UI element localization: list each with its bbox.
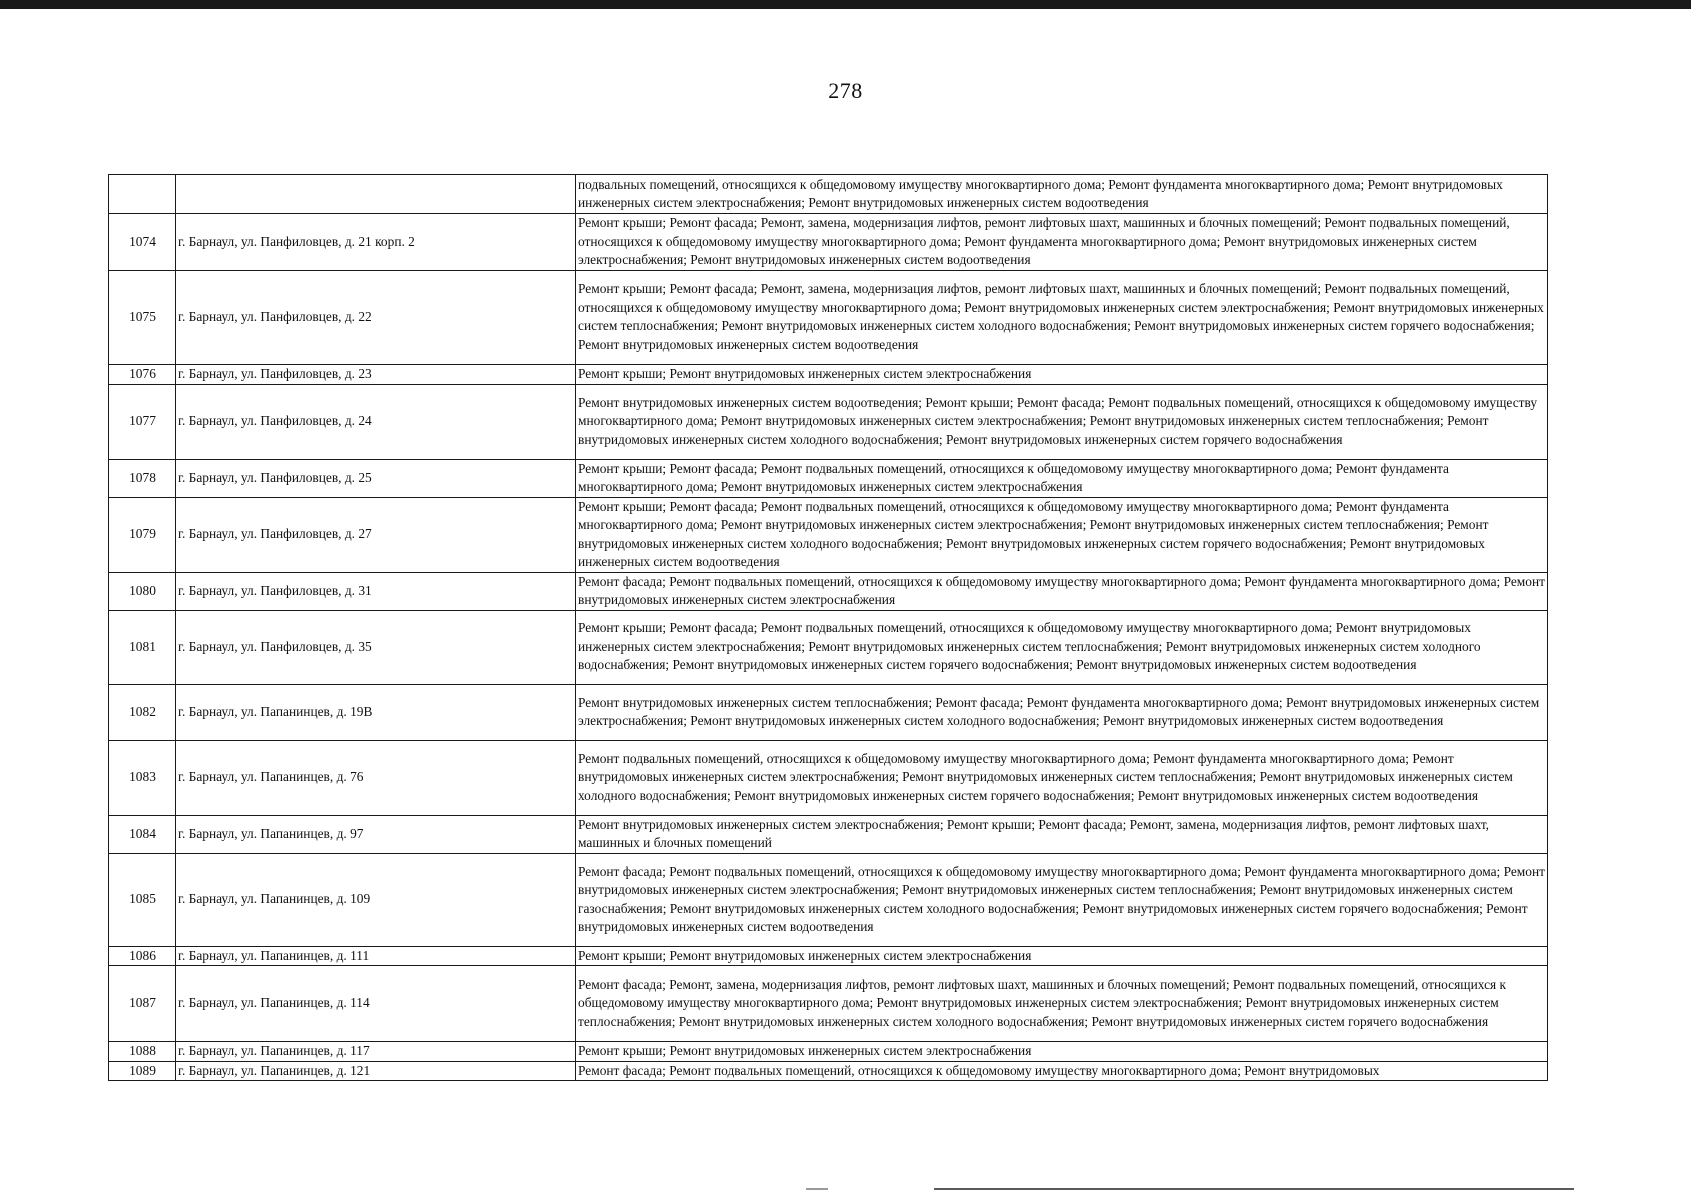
address-cell: г. Барнаул, ул. Панфиловцев, д. 24	[176, 384, 576, 459]
address-cell: г. Барнаул, ул. Панфиловцев, д. 23	[176, 364, 576, 384]
address-cell: г. Барнаул, ул. Папанинцев, д. 121	[176, 1061, 576, 1081]
repair-works-cell: Ремонт внутридомовых инженерных систем водоотведения; Ремонт крыши; Ремонт фасада; Ремонт подвальных помещений, относящихся к общедомовому имуществу многоквартирного дома; Ремонт внутридомовых инженерных систем электроснабжения; Ремонт внутридомовых инженерных систем теплоснабжения; Ремонт внутридомовых инженерных систем холодного водоснабжения; Ремонт внутридомовых инженерных систем горячего водоснабжения	[576, 384, 1548, 459]
table-row	[109, 740, 1548, 815]
table-row	[109, 1042, 1548, 1062]
address-cell	[176, 175, 576, 214]
repair-works-cell: Ремонт фасада; Ремонт подвальных помещений, относящихся к общедомовому имуществу многоквартирного дома; Ремонт внутридомовых	[576, 1061, 1548, 1081]
address-cell: г. Барнаул, ул. Папанинцев, д. 111	[176, 946, 576, 966]
repair-works-cell: Ремонт внутридомовых инженерных систем электроснабжения; Ремонт крыши; Ремонт фасада; Ремонт, замена, модернизация лифтов, ремонт лифтовых шахт, машинных и блочных помещений	[576, 815, 1548, 853]
row-number-cell: 1075	[109, 270, 176, 364]
repair-works-cell: Ремонт фасада; Ремонт, замена, модернизация лифтов, ремонт лифтовых шахт, машинных и блочных помещений; Ремонт подвальных помещений, относящихся к общедомовому имуществу многоквартирного дома; Ремонт внутридомовых инженерных систем электроснабжения; Ремонт внутридомовых инженерных систем теплоснабжения; Ремонт внутридомовых инженерных систем холодного водоснабжения; Ремонт внутридомовых инженерных систем горячего водоснабжения	[576, 966, 1548, 1042]
repair-works-cell: Ремонт крыши; Ремонт внутридомовых инженерных систем электроснабжения	[576, 364, 1548, 384]
table-row	[109, 966, 1548, 1042]
repair-works-cell: Ремонт фасада; Ремонт подвальных помещений, относящихся к общедомовому имуществу многоквартирного дома; Ремонт фундамента многоквартирного дома; Ремонт внутридомовых инженерных систем электроснабжения; Ремонт внутридомовых инженерных систем теплоснабжения; Ремонт внутридомовых инженерных систем газоснабжения; Ремонт внутридомовых инженерных систем холодного водоснабжения; Ремонт внутридомовых инженерных систем горячего водоснабжения; Ремонт внутридомовых инженерных систем водоотведения	[576, 853, 1548, 946]
row-number-cell: 1078	[109, 459, 176, 497]
address-cell: г. Барнаул, ул. Панфиловцев, д. 25	[176, 459, 576, 497]
repair-works-cell: Ремонт крыши; Ремонт фасада; Ремонт, замена, модернизация лифтов, ремонт лифтовых шахт, машинных и блочных помещений; Ремонт подвальных помещений, относящихся к общедомовому имуществу многоквартирного дома; Ремонт фундамента многоквартирного дома; Ремонт внутридомовых инженерных систем электроснабжения; Ремонт внутридомовых инженерных систем водоотведения	[576, 214, 1548, 271]
row-number-cell: 1077	[109, 384, 176, 459]
address-cell: г. Барнаул, ул. Панфиловцев, д. 22	[176, 270, 576, 364]
repair-works-cell: Ремонт фасада; Ремонт подвальных помещений, относящихся к общедомовому имуществу многоквартирного дома; Ремонт фундамента многоквартирного дома; Ремонт внутридомовых инженерных систем электроснабжения	[576, 572, 1548, 610]
row-number-cell: 1081	[109, 610, 176, 684]
address-cell: г. Барнаул, ул. Папанинцев, д. 109	[176, 853, 576, 946]
address-cell: г. Барнаул, ул. Панфиловцев, д. 31	[176, 572, 576, 610]
scan-bottom-marks	[0, 1188, 1691, 1194]
address-cell: г. Барнаул, ул. Папанинцев, д. 117	[176, 1042, 576, 1062]
row-number-cell: 1080	[109, 572, 176, 610]
repair-works-cell: Ремонт подвальных помещений, относящихся к общедомовому имуществу многоквартирного дома; Ремонт фундамента многоквартирного дома; Ремонт внутридомовых инженерных систем электроснабжения; Ремонт внутридомовых инженерных систем теплоснабжения; Ремонт внутридомовых инженерных систем холодного водоснабжения; Ремонт внутридомовых инженерных систем горячего водоснабжения; Ремонт внутридомовых инженерных систем водоотведения	[576, 740, 1548, 815]
scan-artifact	[934, 1188, 1574, 1190]
table-row	[109, 497, 1548, 572]
repair-works-cell: Ремонт крыши; Ремонт фасада; Ремонт подвальных помещений, относящихся к общедомовому имуществу многоквартирного дома; Ремонт фундамента многоквартирного дома; Ремонт внутридомовых инженерных систем электроснабжения; Ремонт внутридомовых инженерных систем теплоснабжения; Ремонт внутридомовых инженерных систем холодного водоснабжения; Ремонт внутридомовых инженерных систем горячего водоснабжения; Ремонт внутридомовых инженерных систем водоотведения	[576, 497, 1548, 572]
row-number-cell: 1087	[109, 966, 176, 1042]
scan-artifact	[806, 1188, 828, 1190]
row-number-cell: 1079	[109, 497, 176, 572]
page-number: 278	[828, 78, 863, 103]
top-scan-border	[0, 0, 1691, 9]
address-cell: г. Барнаул, ул. Панфиловцев, д. 35	[176, 610, 576, 684]
table-row	[109, 270, 1548, 364]
address-cell: г. Барнаул, ул. Папанинцев, д. 114	[176, 966, 576, 1042]
table-row	[109, 364, 1548, 384]
repair-works-cell: Ремонт внутридомовых инженерных систем теплоснабжения; Ремонт фасада; Ремонт фундамента многоквартирного дома; Ремонт внутридомовых инженерных систем электроснабжения; Ремонт внутридомовых инженерных систем холодного водоснабжения; Ремонт внутридомовых инженерных систем водоотведения	[576, 684, 1548, 740]
table-row	[109, 384, 1548, 459]
address-cell: г. Барнаул, ул. Панфиловцев, д. 27	[176, 497, 576, 572]
repair-works-cell: Ремонт крыши; Ремонт внутридомовых инженерных систем электроснабжения	[576, 946, 1548, 966]
row-number-cell: 1085	[109, 853, 176, 946]
address-cell: г. Барнаул, ул. Папанинцев, д. 76	[176, 740, 576, 815]
row-number-cell	[109, 175, 176, 214]
table-row	[109, 815, 1548, 853]
table-row	[109, 572, 1548, 610]
repair-works-cell: Ремонт крыши; Ремонт фасада; Ремонт подвальных помещений, относящихся к общедомовому имуществу многоквартирного дома; Ремонт фундамента многоквартирного дома; Ремонт внутридомовых инженерных систем электроснабжения	[576, 459, 1548, 497]
table-row	[109, 459, 1548, 497]
address-cell: г. Барнаул, ул. Панфиловцев, д. 21 корп. 2	[176, 214, 576, 271]
row-number-cell: 1076	[109, 364, 176, 384]
table-row	[109, 214, 1548, 271]
repair-works-cell: подвальных помещений, относящихся к общедомовому имуществу многоквартирного дома; Ремонт фундамента многоквартирного дома; Ремонт внутридомовых инженерных систем электроснабжения; Ремонт внутридомовых инженерных систем водоотведения	[576, 175, 1548, 214]
table-row	[109, 946, 1548, 966]
address-cell: г. Барнаул, ул. Папанинцев, д. 19В	[176, 684, 576, 740]
row-number-cell: 1082	[109, 684, 176, 740]
table-row	[109, 684, 1548, 740]
address-cell: г. Барнаул, ул. Папанинцев, д. 97	[176, 815, 576, 853]
row-number-cell: 1074	[109, 214, 176, 271]
row-number-cell: 1084	[109, 815, 176, 853]
repair-works-cell: Ремонт крыши; Ремонт фасада; Ремонт подвальных помещений, относящихся к общедомовому имуществу многоквартирного дома; Ремонт внутридомовых инженерных систем электроснабжения; Ремонт внутридомовых инженерных систем теплоснабжения; Ремонт внутридомовых инженерных систем холодного водоснабжения; Ремонт внутридомовых инженерных систем горячего водоснабжения; Ремонт внутридомовых инженерных систем водоотведения	[576, 610, 1548, 684]
row-number-cell: 1089	[109, 1061, 176, 1081]
table-row	[109, 175, 1548, 214]
row-number-cell: 1088	[109, 1042, 176, 1062]
row-number-cell: 1083	[109, 740, 176, 815]
house-repair-table	[108, 174, 1548, 1081]
row-number-cell: 1086	[109, 946, 176, 966]
table-row	[109, 853, 1548, 946]
repair-works-cell: Ремонт крыши; Ремонт внутридомовых инженерных систем электроснабжения	[576, 1042, 1548, 1062]
repair-works-cell: Ремонт крыши; Ремонт фасада; Ремонт, замена, модернизация лифтов, ремонт лифтовых шахт, машинных и блочных помещений; Ремонт подвальных помещений, относящихся к общедомовому имуществу многоквартирного дома; Ремонт внутридомовых инженерных систем электроснабжения; Ремонт внутридомовых инженерных систем теплоснабжения; Ремонт внутридомовых инженерных систем холодного водоснабжения; Ремонт внутридомовых инженерных систем горячего водоснабжения; Ремонт внутридомовых инженерных систем водоотведения	[576, 270, 1548, 364]
table-row	[109, 610, 1548, 684]
table-row	[109, 1061, 1548, 1081]
